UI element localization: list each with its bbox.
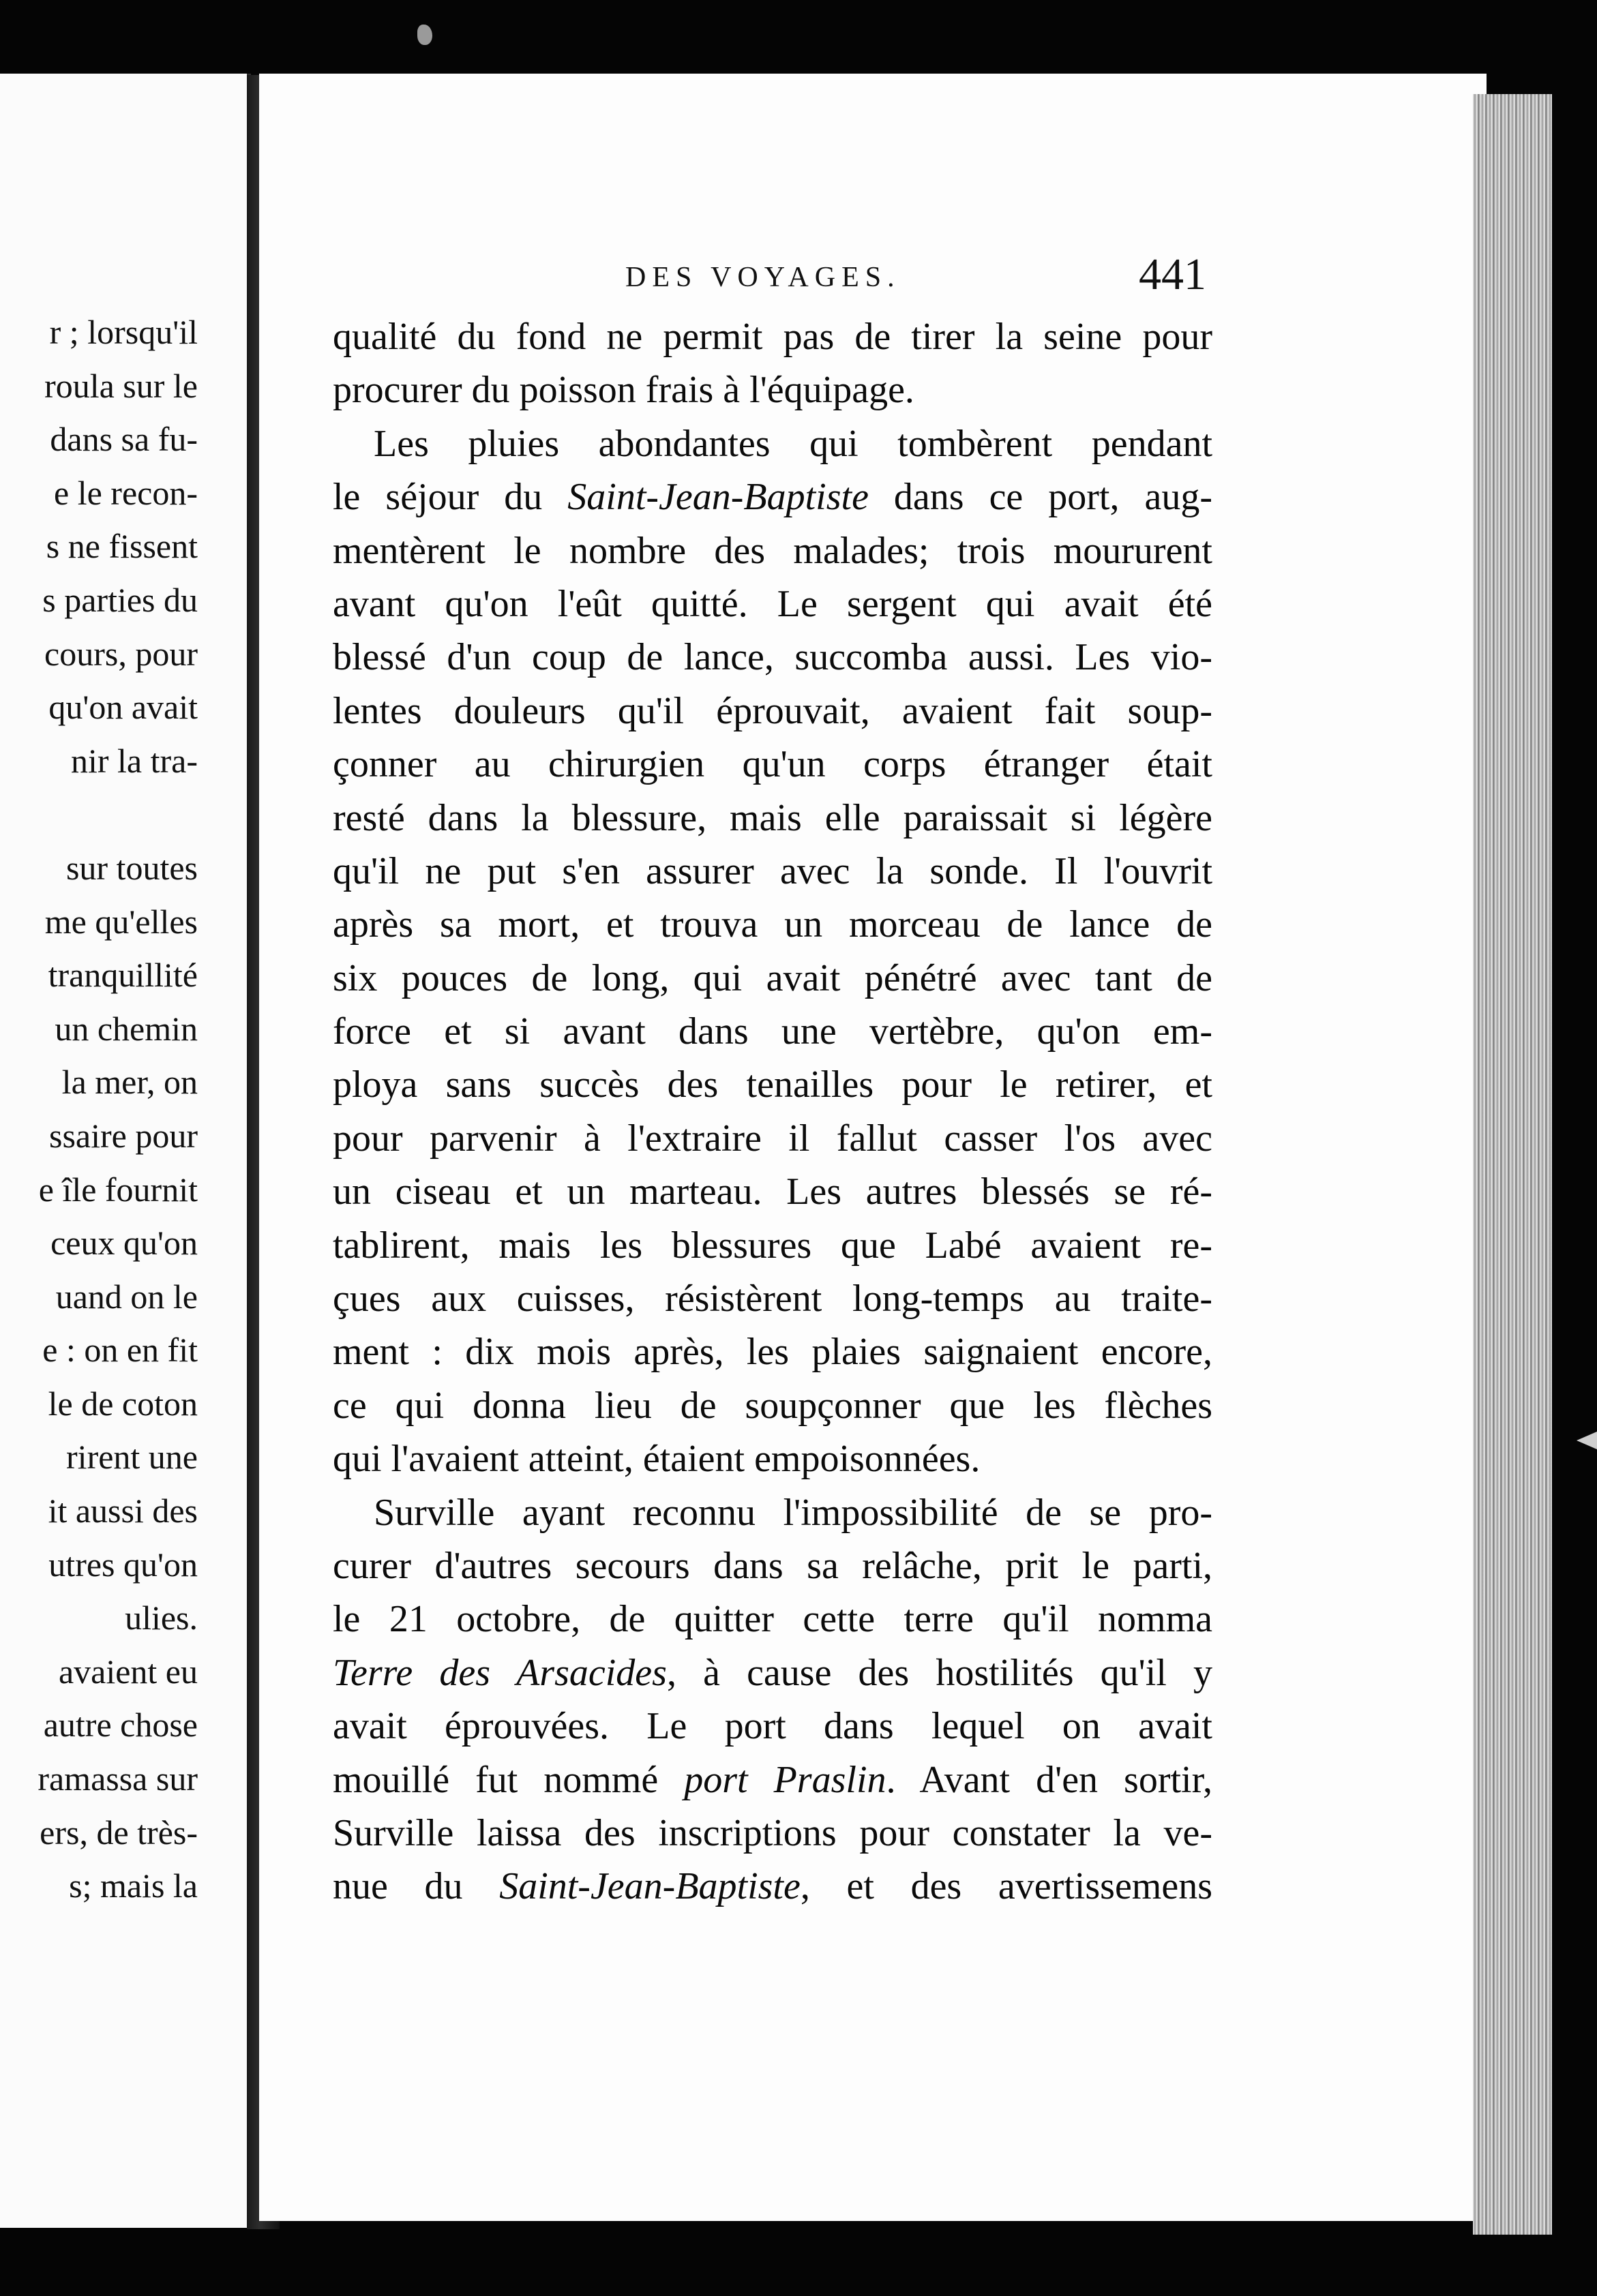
page-edge xyxy=(1473,94,1552,2235)
left-page-line: e île fournit xyxy=(38,1170,198,1209)
text-line: resté dans la blessure, mais elle paraissait si légère xyxy=(333,796,1212,839)
left-page-line: qu'on avait xyxy=(48,688,198,727)
text-line: le 21 octobre, de quitter cette terre qu'il nomma xyxy=(333,1598,1212,1641)
text-line: après sa mort, et trouva un morceau de lance de xyxy=(333,903,1212,946)
left-page-line: s; mais la xyxy=(69,1867,198,1905)
left-page-line: utres qu'on xyxy=(48,1545,198,1584)
left-page-line: tranquillité xyxy=(48,956,198,995)
running-head: DES VOYAGES. xyxy=(625,262,901,293)
text-line: force et si avant dans une vertèbre, qu'on em- xyxy=(333,1010,1212,1053)
text-line: blessé d'un coup de lance, succomba aussi. Les vio- xyxy=(333,636,1212,679)
text-line: qu'il ne put s'en assurer avec la sonde. Il l'ouvrit xyxy=(333,849,1212,892)
text-line: çues aux cuisses, résistèrent long-temps au traite- xyxy=(333,1278,1212,1320)
left-page-line: s ne fissent xyxy=(46,527,198,566)
left-page-line: ssaire pour xyxy=(49,1116,198,1155)
left-page-line: la mer, on xyxy=(61,1063,198,1102)
left-page-line: it aussi des xyxy=(48,1492,198,1530)
left-page-line: sur toutes xyxy=(65,848,198,887)
text-line: ploya sans succès des tenailles pour le retirer, et xyxy=(333,1063,1212,1106)
left-page-line: ceux qu'on xyxy=(50,1224,198,1263)
left-page xyxy=(0,74,251,2228)
left-page-line: r ; lorsqu'il xyxy=(49,313,198,351)
left-page-line: e : on en fit xyxy=(42,1331,198,1370)
text-line: çonner au chirurgien qu'un corps étranger était xyxy=(333,743,1212,786)
text-line: avait éprouvées. Le port dans lequel on avait xyxy=(333,1705,1212,1748)
text-line: avant qu'on l'eût quitté. Le sergent qui avait été xyxy=(333,582,1212,625)
left-page-line: avaient eu xyxy=(58,1652,198,1691)
left-page-line: dans sa fu- xyxy=(50,420,198,459)
left-page-text xyxy=(0,305,198,1913)
text-line: mouillé fut nommé port Praslin. Avant d'en sortir, xyxy=(333,1758,1213,1801)
text-line: nue du Saint-Jean-Baptiste, et des avertissemens xyxy=(333,1865,1213,1908)
text-line: lentes douleurs qu'il éprouvait, avaient fait soup- xyxy=(333,689,1212,732)
left-page-line: autre chose xyxy=(43,1706,198,1744)
text-line: Surville laissa des inscriptions pour constater la ve- xyxy=(333,1811,1212,1854)
text-line: Surville ayant reconnu l'impossibilité de se pro- xyxy=(374,1491,1212,1534)
left-page-line: ers, de très- xyxy=(40,1813,198,1852)
page-number: 441 xyxy=(1139,250,1206,299)
text-line: le séjour du Saint-Jean-Baptiste dans ce port, aug- xyxy=(333,476,1212,519)
text-line: qui l'avaient atteint, étaient empoisonnées. xyxy=(333,1438,981,1481)
left-page-line: uand on le xyxy=(55,1277,198,1316)
text-line: Terre des Arsacides, à cause des hostilités qu'il y xyxy=(333,1651,1212,1694)
left-page-line: s parties du xyxy=(42,580,198,619)
left-page-line: un chemin xyxy=(55,1009,198,1048)
left-page-line: e le recon- xyxy=(54,473,198,512)
left-page-line: nir la tra- xyxy=(70,741,198,780)
text-line: pour parvenir à l'extraire il fallut casser l'os avec xyxy=(333,1117,1212,1160)
left-page-line: rirent une xyxy=(66,1438,198,1477)
text-line: ment : dix mois après, les plaies saignaient encore, xyxy=(333,1331,1212,1374)
body-text xyxy=(333,310,1212,1914)
text-line: procurer du poisson frais à l'équipage. xyxy=(333,369,914,412)
left-page-line: ramassa sur xyxy=(38,1759,198,1798)
left-page-line: me qu'elles xyxy=(44,902,198,941)
text-line: un ciseau et un marteau. Les autres blessés se ré- xyxy=(333,1170,1212,1213)
scan-marker-icon xyxy=(1577,1432,1597,1449)
left-page-line xyxy=(0,787,198,841)
left-page-line: le de coton xyxy=(48,1384,198,1423)
left-page-line: roula sur le xyxy=(44,366,198,405)
text-line: ce qui donna lieu de soupçonner que les flèches xyxy=(333,1384,1212,1427)
text-line: curer d'autres secours dans sa relâche, prit le parti, xyxy=(333,1544,1212,1587)
text-line: Les pluies abondantes qui tombèrent pendant xyxy=(374,422,1212,465)
text-line: mentèrent le nombre des malades; trois moururent xyxy=(333,529,1212,572)
text-line: tablirent, mais les blessures que Labé avaient re- xyxy=(333,1224,1212,1267)
left-page-line: cours, pour xyxy=(44,634,198,673)
ink-smudge xyxy=(417,25,432,45)
text-line: six pouces de long, qui avait pénétré avec tant de xyxy=(333,956,1212,999)
left-page-line: ulies. xyxy=(125,1599,198,1637)
text-line: qualité du fond ne permit pas de tirer la seine pour xyxy=(333,316,1212,358)
